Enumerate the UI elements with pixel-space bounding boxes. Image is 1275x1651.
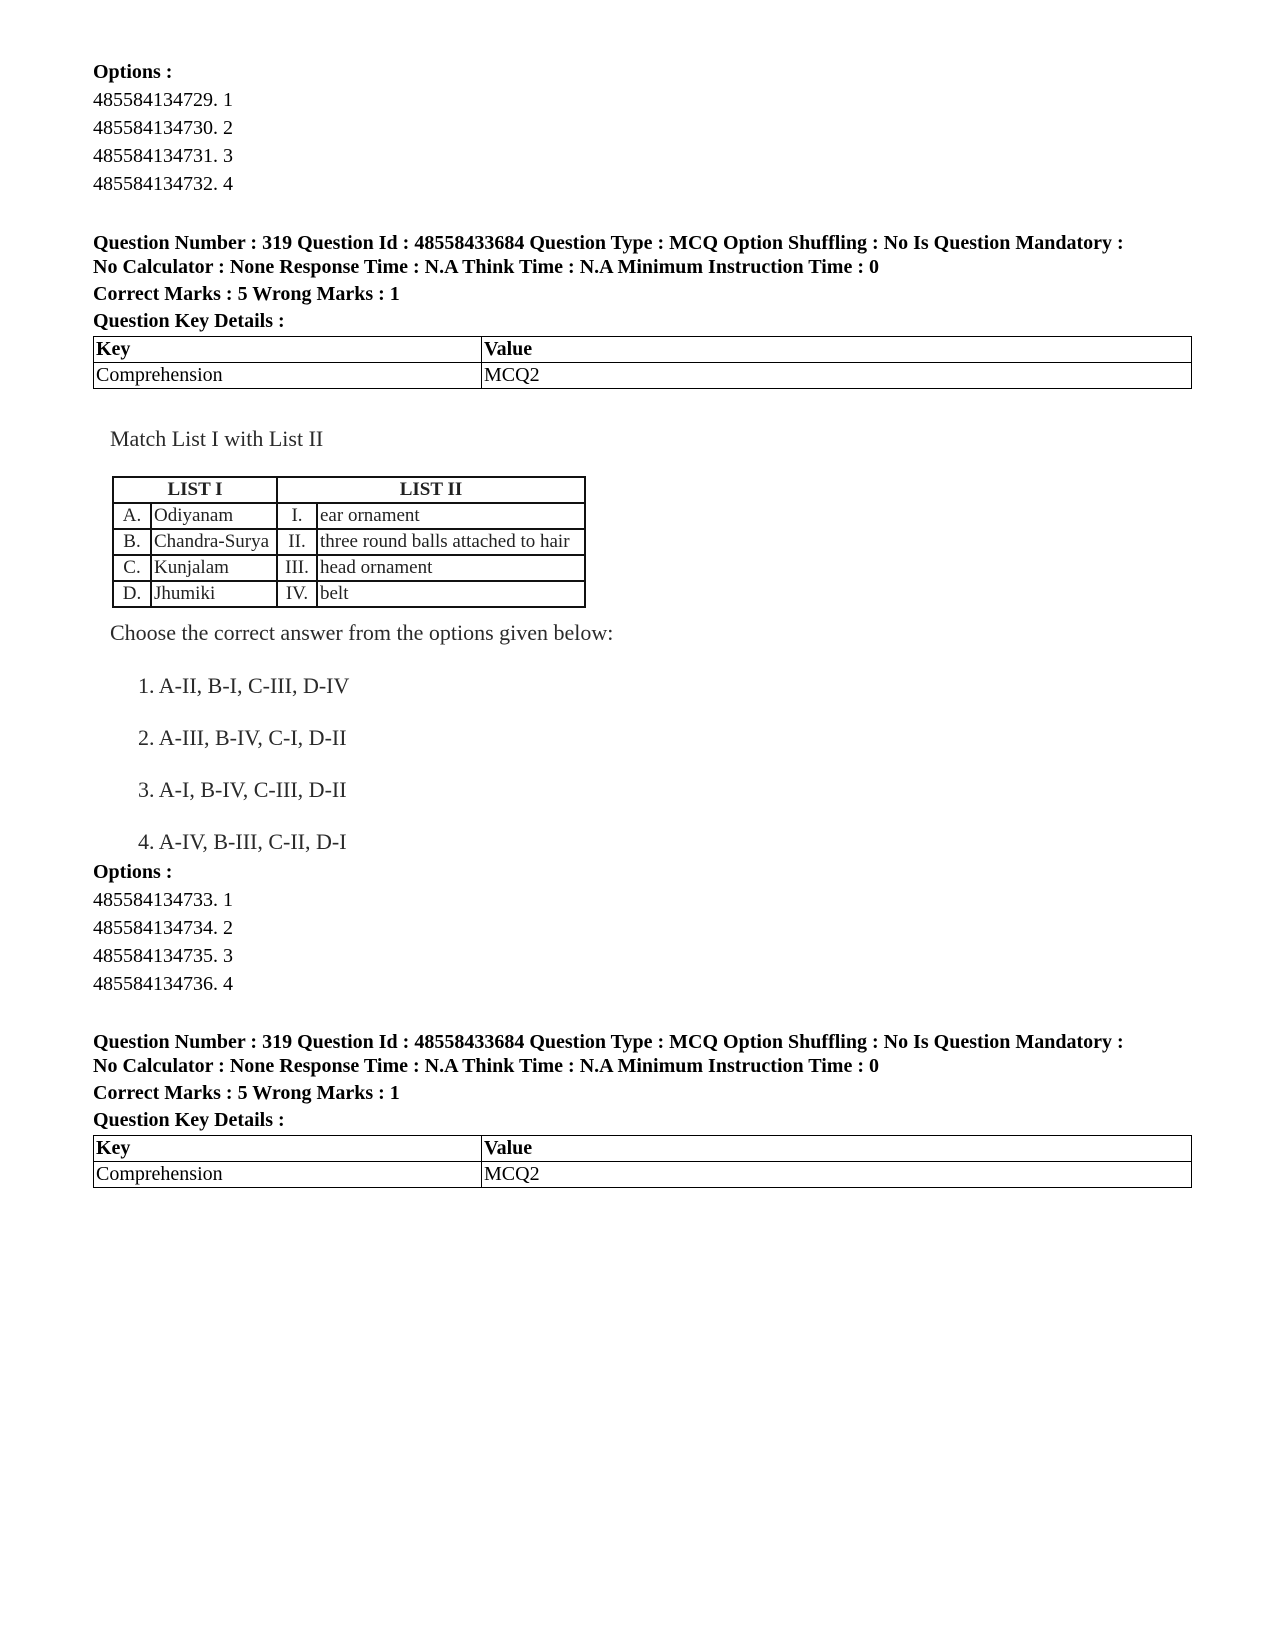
question-header-line: No Calculator : None Response Time : N.A Think Time : N.A Minimum Instruction Time : 0 [93,256,879,278]
key-column-header: Key [94,1136,482,1162]
value-column-header: Value [482,1136,1192,1162]
list-one-letter: B. [113,529,151,555]
options-heading: Options : [93,61,173,83]
question-marks: Correct Marks : 5 Wrong Marks : 1 [93,1082,400,1104]
question-header [93,1030,1193,1078]
list-one-letter: C. [113,555,151,581]
question-header-line: Question Number : 319 Question Id : 48558433684 Question Type : MCQ Option Shuffling : No Is Question Mandatory : [93,232,1124,254]
table-header-row [94,1136,1192,1162]
question-prompt: Match List I with List II [110,426,324,451]
list-two-item: belt [317,581,585,607]
answer-choice: 2. A-III, B-IV, C-I, D-II [138,725,347,750]
question-instruction: Choose the correct answer from the options given below: [110,620,614,645]
table-header-row [94,337,1192,363]
list-two-numeral: II. [277,529,317,555]
value-cell: MCQ2 [482,363,1192,389]
list-one-header: LIST I [113,477,277,503]
question-marks: Correct Marks : 5 Wrong Marks : 1 [93,283,400,305]
table-row [94,363,1192,389]
list-one-item: Odiyanam [151,503,277,529]
question-key-details-label: Question Key Details : [93,310,285,332]
list-two-numeral: IV. [277,581,317,607]
question-key-details-label: Question Key Details : [93,1109,285,1131]
match-table-header-row [113,477,585,503]
option-item: 485584134733. 1 [93,889,233,911]
list-two-numeral: III. [277,555,317,581]
match-table-row [113,581,585,607]
answer-choice: 4. A-IV, B-III, C-II, D-I [138,829,347,854]
list-one-letter: D. [113,581,151,607]
list-two-header: LIST II [277,477,585,503]
option-item: 485584134731. 3 [93,145,233,167]
question-options-block [93,858,233,998]
answer-choice: 3. A-I, B-IV, C-III, D-II [138,777,347,802]
answer-choice: 1. A-II, B-I, C-III, D-IV [138,673,350,698]
match-table-row [113,503,585,529]
question-header-line: No Calculator : None Response Time : N.A Think Time : N.A Minimum Instruction Time : 0 [93,1055,879,1077]
question-image [110,420,670,890]
table-row [94,1162,1192,1188]
list-two-numeral: I. [277,503,317,529]
previous-options-block [93,58,233,198]
list-two-item: head ornament [317,555,585,581]
option-item: 485584134732. 4 [93,173,233,195]
option-item: 485584134736. 4 [93,973,233,995]
question-header-line: Question Number : 319 Question Id : 48558433684 Question Type : MCQ Option Shuffling : No Is Question Mandatory : [93,1031,1124,1053]
key-column-header: Key [94,337,482,363]
options-heading: Options : [93,861,173,883]
key-cell: Comprehension [94,363,482,389]
list-two-item: ear ornament [317,503,585,529]
value-column-header: Value [482,337,1192,363]
match-table-row [113,529,585,555]
question-header [93,231,1193,279]
option-item: 485584134730. 2 [93,117,233,139]
option-item: 485584134734. 2 [93,917,233,939]
list-two-item: three round balls attached to hair [317,529,585,555]
match-table-row [113,555,585,581]
option-item: 485584134735. 3 [93,945,233,967]
list-one-item: Jhumiki [151,581,277,607]
key-cell: Comprehension [94,1162,482,1188]
option-item: 485584134729. 1 [93,89,233,111]
value-cell: MCQ2 [482,1162,1192,1188]
list-one-item: Chandra-Surya [151,529,277,555]
match-list-table [112,476,586,608]
list-one-letter: A. [113,503,151,529]
question-key-table [93,1135,1192,1188]
list-one-item: Kunjalam [151,555,277,581]
question-key-table [93,336,1192,389]
